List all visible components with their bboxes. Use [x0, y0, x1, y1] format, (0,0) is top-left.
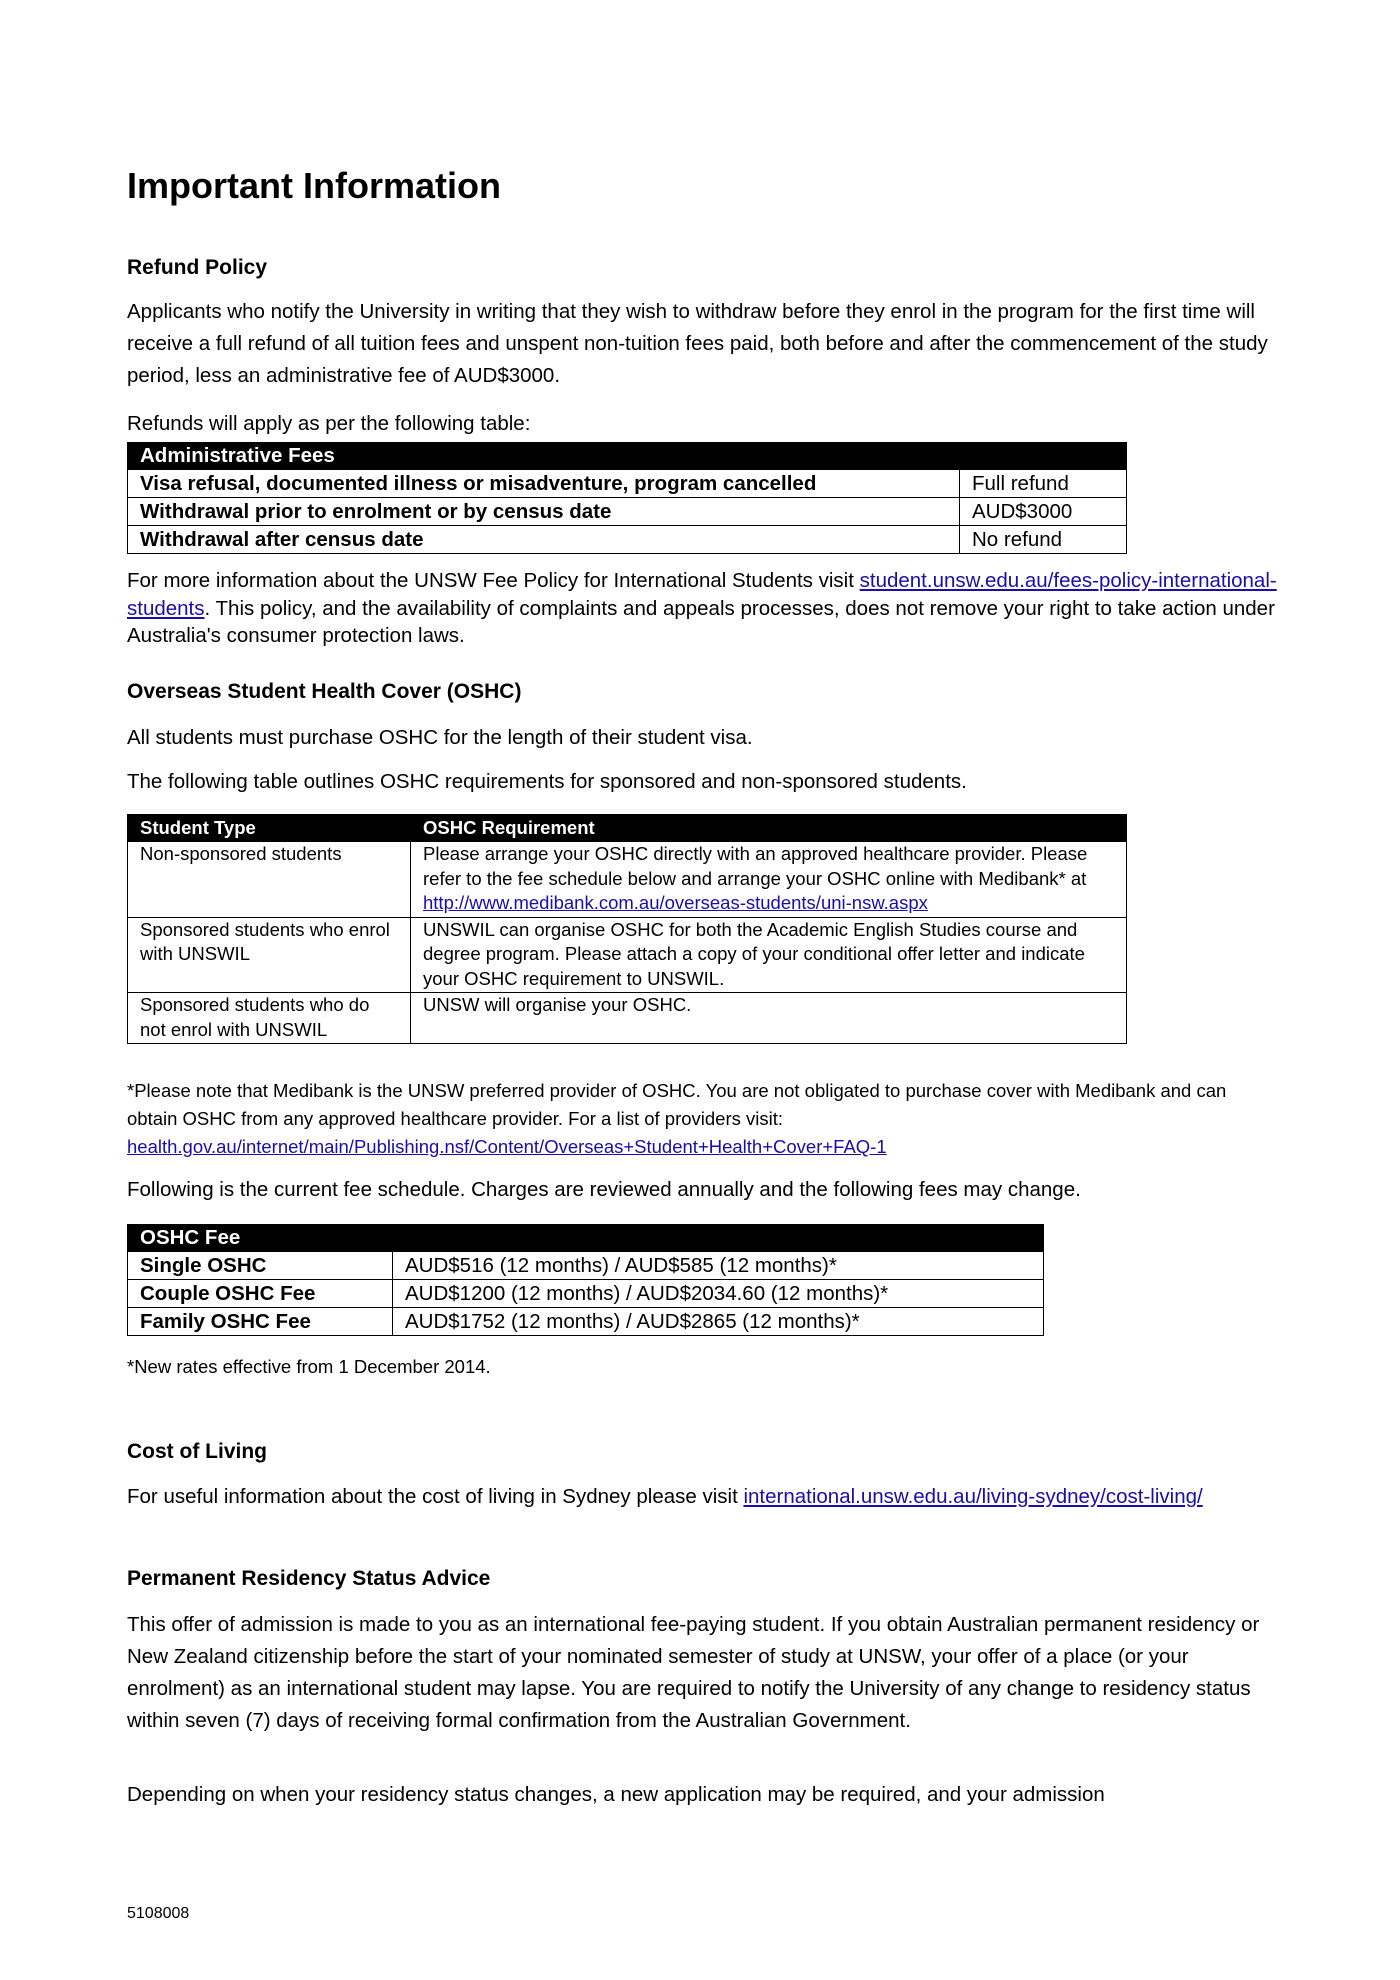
oshc-fee-table: [127, 1224, 1044, 1336]
oshc-fee-value: AUD$1752 (12 months) / AUD$2865 (12 months)*: [393, 1308, 1044, 1336]
table-row: [128, 993, 1127, 1044]
administrative-fees-table: [127, 442, 1127, 554]
medibank-note-text: *Please note that Medibank is the UNSW preferred provider of OSHC. You are not obligated to purchase cover with Medibank and can obtain OSHC from any approved healthcare provider. For a list of providers visit:: [127, 1080, 1227, 1129]
new-rates-note: *New rates effective from 1 December 2014.: [127, 1356, 491, 1377]
document-code: 5108008: [127, 1905, 190, 1922]
cost-of-living-text: For useful information about the cost of living in Sydney please visit: [127, 1485, 744, 1508]
fee-policy-paragraph: [127, 567, 1277, 650]
fee-policy-link[interactable]: student.unsw.edu.au/fees-policy-international-students: [127, 569, 1277, 620]
fee-case-value: No refund: [960, 526, 1127, 554]
medibank-link[interactable]: http://www.medibank.com.au/overseas-students/uni-nsw.aspx: [423, 892, 928, 913]
cost-of-living-paragraph: [127, 1481, 1237, 1513]
residency-change-paragraph: Depending on when your residency status changes, a new application may be required, and your admission: [127, 1783, 1105, 1806]
fee-policy-text-end: . This policy, and the availability of complaints and appeals processes, does not remove your right to take action under Australia's consumer protection laws.: [127, 596, 1275, 647]
oshc-requirements-table: [127, 814, 1127, 1044]
administrative-fees-header: Administrative Fees: [128, 443, 1127, 470]
table-row: [128, 1308, 1044, 1336]
page-title: Important Information: [127, 165, 501, 206]
health-gov-link[interactable]: health.gov.au/internet/main/Publishing.nsf/Content/Overseas+Student+Health+Cover+FAQ-1: [127, 1136, 887, 1157]
student-type-header: Student Type: [128, 815, 411, 842]
table-row: [128, 470, 1127, 498]
table-row: [128, 842, 1127, 918]
oshc-requirement-paragraph: All students must purchase OSHC for the length of their student visa.: [127, 726, 753, 749]
cost-of-living-link[interactable]: international.unsw.edu.au/living-sydney/cost-living/: [743, 1485, 1203, 1508]
oshc-requirement-cell: UNSW will organise your OSHC.: [411, 993, 1127, 1044]
fee-policy-text-start: For more information about the UNSW Fee Policy for International Students visit: [127, 569, 860, 592]
oshc-heading: Overseas Student Health Cover (OSHC): [127, 680, 522, 703]
fee-case-value: AUD$3000: [960, 498, 1127, 526]
oshc-requirement-cell: UNSWIL can organise OSHC for both the Academic English Studies course and degree program. Please attach a copy of your conditional offer letter and indicate your OSHC requirement to UNSWIL.: [411, 917, 1127, 993]
fee-case-label: Visa refusal, documented illness or misadventure, program cancelled: [128, 470, 960, 498]
table-row: [128, 1280, 1044, 1308]
fee-case-label: Withdrawal after census date: [128, 526, 960, 554]
student-type-cell: Non-sponsored students: [128, 842, 411, 918]
residency-paragraph: This offer of admission is made to you as an international fee-paying student. If you obtain Australian permanent residency or New Zealand citizenship before the start of your nominated semester of study at UNSW, your offer of a place (or your enrolment) as an international student may lapse. You are required to notify the University of any change to residency status within seven (7) days of receiving formal confirmation from the Australian Government.: [127, 1613, 1260, 1732]
fee-case-label: Withdrawal prior to enrolment or by census date: [128, 498, 960, 526]
oshc-table-intro: The following table outlines OSHC requirements for sponsored and non-sponsored students.: [127, 770, 967, 793]
oshc-fee-label: Family OSHC Fee: [128, 1308, 393, 1336]
oshc-requirement-text: Please arrange your OSHC directly with an approved healthcare provider. Please refer to the fee schedule below and arrange your OSHC online with Medibank* at: [423, 843, 1088, 889]
oshc-requirement-cell: [411, 842, 1127, 918]
oshc-requirement-header: OSHC Requirement: [411, 815, 1127, 842]
refund-policy-paragraph: Applicants who notify the University in writing that they wish to withdraw before they enrol in the program for the first time will receive a full refund of all tuition fees and unspent non-tuition fees paid, both before and after the commencement of the study period, less an administrative fee of AUD$3000.: [127, 300, 1268, 387]
student-type-cell: Sponsored students who enrol with UNSWIL: [128, 917, 411, 993]
fee-case-value: Full refund: [960, 470, 1127, 498]
refund-policy-heading: Refund Policy: [127, 256, 268, 279]
table-row: [128, 526, 1127, 554]
residency-heading: Permanent Residency Status Advice: [127, 1567, 491, 1590]
oshc-fee-label: Couple OSHC Fee: [128, 1280, 393, 1308]
oshc-fee-header: OSHC Fee: [128, 1225, 1044, 1252]
table-row: [128, 1252, 1044, 1280]
table-row: [128, 917, 1127, 993]
oshc-fee-label: Single OSHC: [128, 1252, 393, 1280]
cost-of-living-heading: Cost of Living: [127, 1440, 267, 1463]
student-type-cell: Sponsored students who do not enrol with UNSWIL: [128, 993, 411, 1044]
medibank-note: [127, 1077, 1257, 1161]
oshc-fee-value: AUD$516 (12 months) / AUD$585 (12 months)*: [393, 1252, 1044, 1280]
refund-table-intro: Refunds will apply as per the following table:: [127, 412, 531, 435]
fee-schedule-intro: Following is the current fee schedule. Charges are reviewed annually and the following fees may change.: [127, 1178, 1081, 1201]
table-row: [128, 498, 1127, 526]
oshc-fee-value: AUD$1200 (12 months) / AUD$2034.60 (12 months)*: [393, 1280, 1044, 1308]
